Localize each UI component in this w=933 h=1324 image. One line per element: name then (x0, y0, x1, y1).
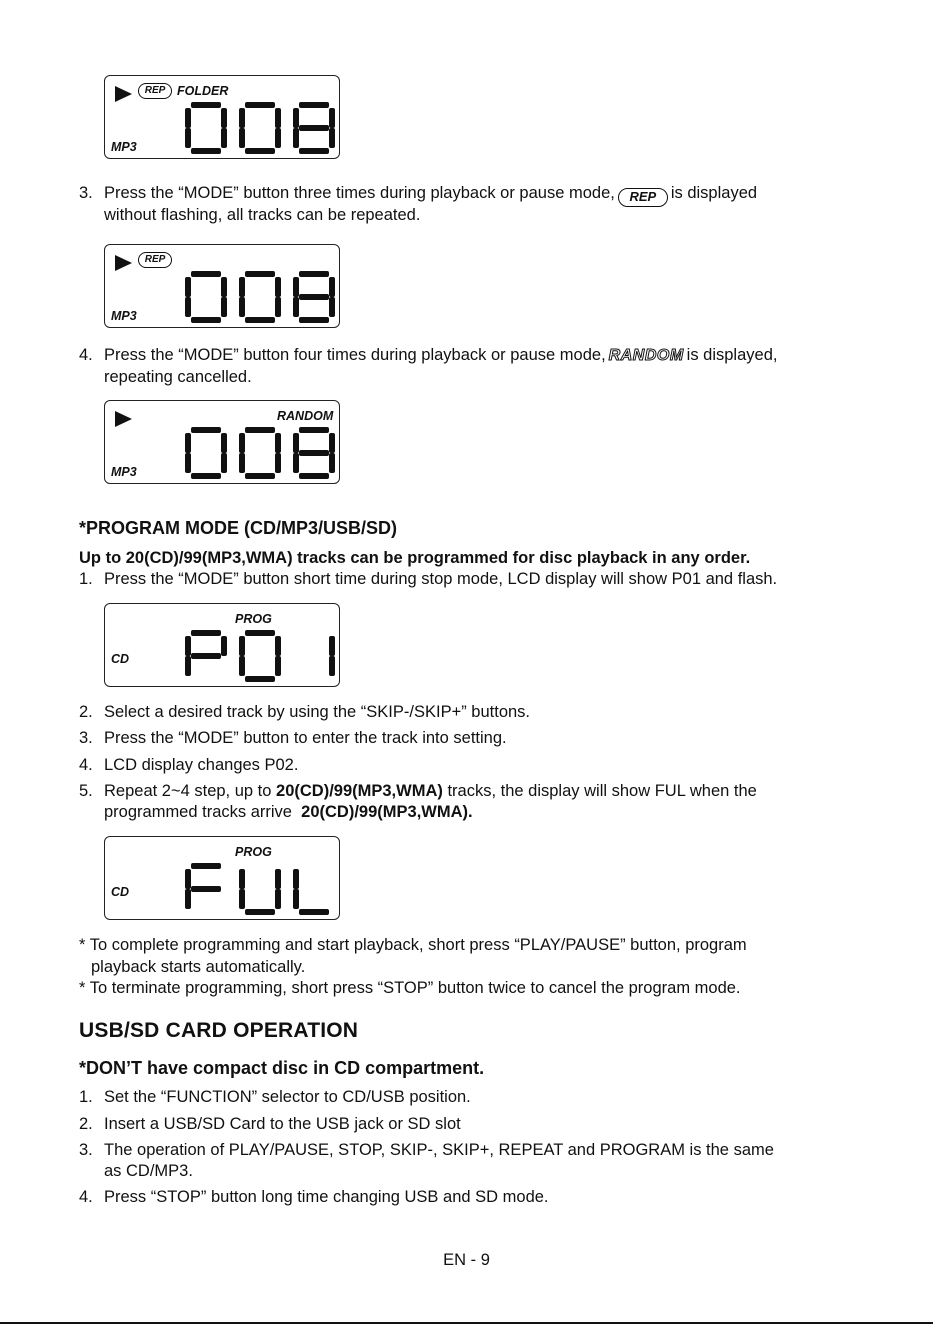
lcd-segment (191, 427, 221, 433)
lcd-digit (185, 630, 227, 676)
lcd-top-label: FOLDER (177, 84, 229, 98)
lcd-segment (299, 450, 329, 456)
note-text: * To complete programming and start playback, short press “PLAY/PAUSE” button, program (79, 936, 747, 954)
play-icon (115, 86, 132, 102)
lcd-segment (329, 636, 335, 656)
lcd-segment (191, 148, 221, 154)
lcd-segment (275, 433, 281, 453)
lcd-segment (299, 271, 329, 277)
lcd-segment (239, 433, 245, 453)
note-text: playback starts automatically. (91, 958, 306, 976)
section-subheading: *DON’T have compact disc in CD compartment. (79, 1058, 485, 1078)
step-number: 1. (79, 570, 93, 588)
lcd-segment (245, 676, 275, 682)
lcd-segment (275, 128, 281, 148)
lcd-display-random (104, 400, 340, 484)
lcd-digits (185, 630, 335, 682)
lcd-segment (239, 869, 245, 889)
play-icon (115, 255, 132, 271)
lcd-segment (293, 869, 299, 889)
play-icon (115, 411, 132, 427)
lcd-segment (299, 909, 329, 915)
lcd-segment (221, 128, 227, 148)
lcd-segment (221, 433, 227, 453)
lcd-digit (293, 271, 335, 323)
lcd-left-label: CD (111, 652, 130, 666)
step-text: LCD display changes P02. (104, 756, 299, 774)
section-intro: Up to 20(CD)/99(MP3,WMA) tracks can be programmed for disc playback in any order. (79, 549, 751, 567)
lcd-segment (191, 863, 221, 869)
lcd-segment (293, 277, 299, 297)
lcd-segment (185, 128, 191, 148)
step-text (104, 781, 757, 802)
lcd-segment (185, 297, 191, 317)
lcd-digit (329, 636, 335, 676)
lcd-segment (275, 889, 281, 909)
lcd-segment (293, 128, 299, 148)
lcd-segment (329, 656, 335, 676)
lcd-segment (299, 317, 329, 323)
lcd-segment (275, 453, 281, 473)
step-text-part: Press the “MODE” button three times during playback or pause mode, (104, 184, 615, 202)
lcd-digit (239, 630, 281, 682)
lcd-segment (239, 889, 245, 909)
step-text (104, 183, 757, 207)
step-number: 2. (79, 703, 93, 721)
step-text: without flashing, all tracks can be repeated. (104, 206, 421, 224)
lcd-segment (293, 433, 299, 453)
lcd-digit (293, 869, 329, 915)
lcd-segment (329, 277, 335, 297)
lcd-left-label: MP3 (111, 140, 137, 154)
step-number: 5. (79, 782, 93, 800)
lcd-segment (191, 886, 221, 892)
step-text: Select a desired track by using the “SKIP-/SKIP+” buttons. (104, 703, 531, 721)
step-text: as CD/MP3. (104, 1162, 193, 1180)
lcd-digit (185, 863, 221, 909)
repeat-icon: REP (138, 83, 172, 99)
lcd-segment (185, 453, 191, 473)
lcd-segment (299, 148, 329, 154)
lcd-segment (239, 656, 245, 676)
lcd-segment (221, 277, 227, 297)
lcd-segment (329, 128, 335, 148)
lcd-segment (245, 630, 275, 636)
lcd-segment (299, 294, 329, 300)
lcd-top-label: RANDOM (277, 409, 334, 423)
lcd-segment (299, 427, 329, 433)
lcd-segment (239, 128, 245, 148)
lcd-digit (185, 427, 227, 479)
step-number: 4. (79, 346, 93, 364)
lcd-display-folder (104, 75, 340, 159)
section-heading: USB/SD CARD OPERATION (79, 1019, 359, 1042)
lcd-segment (185, 889, 191, 909)
lcd-display-prog (104, 603, 340, 687)
random-icon: RANDOM (608, 347, 684, 364)
lcd-left-label: CD (111, 885, 130, 899)
lcd-segment (221, 453, 227, 473)
lcd-segment (185, 108, 191, 128)
lcd-segment (239, 277, 245, 297)
lcd-segment (185, 636, 191, 656)
lcd-segment (191, 102, 221, 108)
lcd-segment (185, 277, 191, 297)
lcd-segment (185, 656, 191, 676)
lcd-segment (293, 297, 299, 317)
lcd-segment (245, 148, 275, 154)
lcd-digit (239, 102, 281, 154)
lcd-segment (245, 102, 275, 108)
lcd-segment (191, 473, 221, 479)
lcd-left-label: MP3 (111, 465, 137, 479)
step-text: repeating cancelled. (104, 368, 252, 386)
lcd-segment (329, 433, 335, 453)
lcd-segment (329, 108, 335, 128)
lcd-digit (185, 271, 227, 323)
lcd-segment (275, 869, 281, 889)
step-number: 4. (79, 756, 93, 774)
step-text: Press the “MODE” button to enter the track into setting. (104, 729, 507, 747)
lcd-segment (329, 453, 335, 473)
step-text: Set the “FUNCTION” selector to CD/USB position. (104, 1088, 471, 1106)
note-text: * To terminate programming, short press “STOP” button twice to cancel the program mode. (79, 979, 741, 997)
lcd-segment (239, 108, 245, 128)
lcd-segment (185, 433, 191, 453)
lcd-segment (221, 108, 227, 128)
section-heading: *PROGRAM MODE (CD/MP3/USB/SD) (79, 518, 398, 538)
step-text-part: Press the “MODE” button four times during playback or pause mode, (104, 346, 606, 364)
step-text (104, 345, 777, 366)
step-number: 3. (79, 184, 93, 202)
lcd-digit (293, 102, 335, 154)
lcd-segment (275, 277, 281, 297)
lcd-digit (239, 427, 281, 479)
step-text: Press the “MODE” button short time during stop mode, LCD display will show P01 and flash. (104, 570, 778, 588)
lcd-segment (191, 271, 221, 277)
lcd-segment (245, 317, 275, 323)
lcd-segment (299, 473, 329, 479)
step-number: 2. (79, 1115, 93, 1133)
step-text: Press “STOP” button long time changing USB and SD mode. (104, 1188, 549, 1206)
repeat-icon: REP (138, 252, 172, 268)
lcd-display-full (104, 836, 340, 920)
lcd-segment (293, 889, 299, 909)
lcd-top-label: PROG (235, 845, 272, 859)
lcd-digit (239, 271, 281, 323)
lcd-segment (239, 453, 245, 473)
lcd-segment (221, 297, 227, 317)
lcd-segment (329, 297, 335, 317)
lcd-segment (299, 125, 329, 131)
page-number: EN - 9 (443, 1251, 490, 1269)
lcd-segment (275, 656, 281, 676)
step-text (104, 802, 473, 823)
lcd-left-label: MP3 (111, 309, 137, 323)
repeat-icon: REP (618, 188, 668, 207)
lcd-segment (245, 427, 275, 433)
lcd-segment (293, 453, 299, 473)
lcd-segment (275, 108, 281, 128)
lcd-segment (299, 102, 329, 108)
lcd-segment (185, 869, 191, 889)
lcd-segment (239, 636, 245, 656)
step-text-part: Repeat 2~4 step, up to (104, 782, 272, 800)
step-text-part: is displayed, (686, 346, 778, 364)
lcd-segment (245, 473, 275, 479)
lcd-segment (275, 297, 281, 317)
lcd-segment (275, 636, 281, 656)
step-text-part: tracks, the display will show FUL when the (447, 782, 757, 800)
step-text: Insert a USB/SD Card to the USB jack or SD slot (104, 1115, 461, 1133)
step-text-part: programmed tracks arrive (104, 803, 292, 821)
lcd-digits (185, 863, 335, 915)
step-number: 1. (79, 1088, 93, 1106)
lcd-digit (239, 869, 281, 915)
lcd-digit (293, 427, 335, 479)
lcd-display-repeat (104, 244, 340, 328)
step-text-bold: 20(CD)/99(MP3,WMA) (276, 782, 443, 800)
lcd-segment (221, 636, 227, 656)
lcd-top-label: PROG (235, 612, 272, 626)
lcd-segment (191, 653, 221, 659)
lcd-segment (191, 630, 221, 636)
step-number: 4. (79, 1188, 93, 1206)
lcd-segment (245, 271, 275, 277)
lcd-segment (245, 909, 275, 915)
lcd-digits (185, 271, 335, 323)
step-number: 3. (79, 729, 93, 747)
lcd-segment (239, 297, 245, 317)
lcd-digits (185, 427, 335, 479)
step-text-part: is displayed (670, 184, 758, 202)
lcd-digit (185, 102, 227, 154)
lcd-segment (293, 108, 299, 128)
lcd-segment (191, 317, 221, 323)
step-text-bold: 20(CD)/99(MP3,WMA). (301, 803, 473, 821)
step-text: The operation of PLAY/PAUSE, STOP, SKIP-, SKIP+, REPEAT and PROGRAM is the same (104, 1141, 774, 1159)
lcd-digits (185, 102, 335, 154)
step-number: 3. (79, 1141, 93, 1159)
